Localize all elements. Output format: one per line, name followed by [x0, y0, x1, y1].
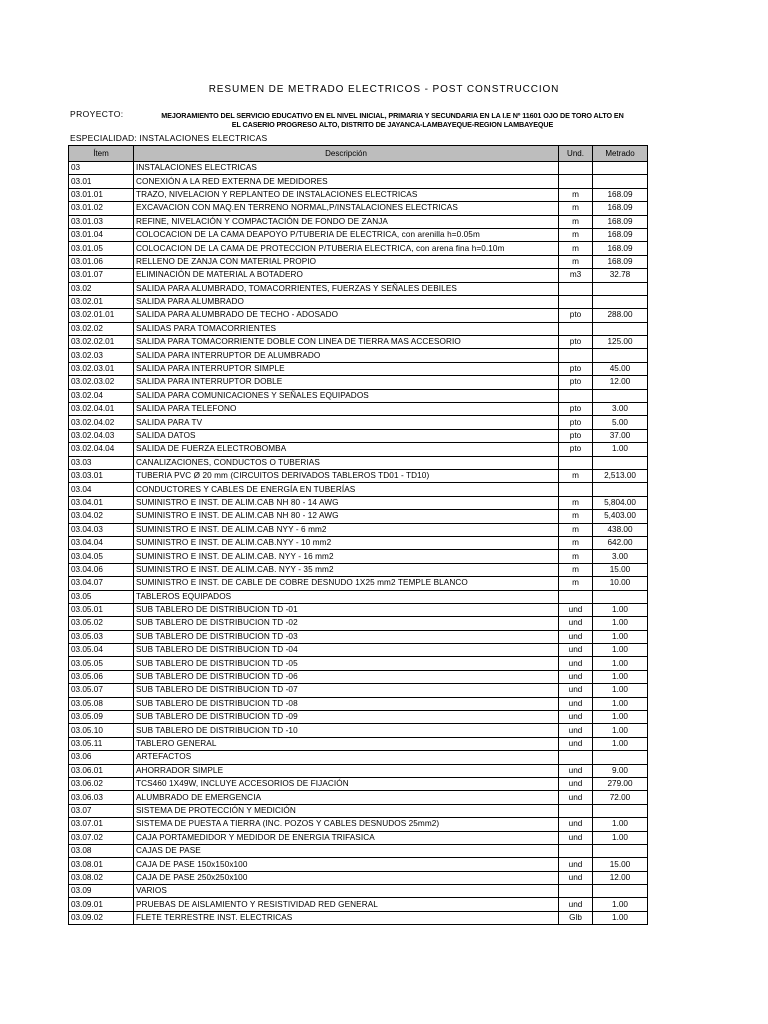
metrado-cell	[593, 456, 648, 469]
project-line-1: MEJORAMIENTO DEL SERVICIO EDUCATIVO EN EL NIVEL INICIAL, PRIMARIA Y SECUNDARIA EN LA I.E Nº 11601 OJO DE TORO ALTO EN	[161, 111, 624, 120]
unit-cell	[559, 456, 593, 469]
table-row	[69, 175, 648, 188]
unit-cell: und	[559, 630, 593, 643]
page-title: RESUMEN DE METRADO ELECTRICOS - POST CONSTRUCCION	[208, 84, 560, 95]
metrado-cell: 15.00	[593, 858, 648, 871]
unit-cell: pto	[559, 429, 593, 442]
description-cell: TABLERO GENERAL	[134, 737, 559, 750]
unit-cell	[559, 804, 593, 817]
project-label: PROYECTO:	[70, 109, 124, 119]
metrado-cell	[593, 804, 648, 817]
table-row	[69, 322, 648, 335]
unit-cell: pto	[559, 443, 593, 456]
unit-cell	[559, 389, 593, 402]
description-cell: SALIDA PARA COMUNICACIONES Y SEÑALES EQUIPADOS	[134, 389, 559, 402]
metrado-cell	[593, 162, 648, 175]
unit-cell: m	[559, 469, 593, 482]
table-row	[69, 242, 648, 255]
table-row	[69, 536, 648, 549]
description-cell: RELLENO DE ZANJA CON MATERIAL PROPIO	[134, 255, 559, 268]
table-row	[69, 697, 648, 710]
item-cell: 03.05.04	[69, 644, 134, 657]
metrado-cell: 1.00	[593, 831, 648, 844]
item-cell: 03.07.02	[69, 831, 134, 844]
header-unit: Und.	[559, 146, 593, 162]
unit-cell: und	[559, 644, 593, 657]
metrado-cell: 1.00	[593, 603, 648, 616]
metrado-cell	[593, 282, 648, 295]
unit-cell: m	[559, 215, 593, 228]
unit-cell	[559, 295, 593, 308]
metrado-cell: 168.09	[593, 228, 648, 241]
description-cell: CANALIZACIONES, CONDUCTOS O TUBERIAS	[134, 456, 559, 469]
description-cell: SUMINISTRO E INST. DE ALIM.CAB. NYY - 16 mm2	[134, 550, 559, 563]
item-cell: 03.04.03	[69, 523, 134, 536]
metrado-cell: 642.00	[593, 536, 648, 549]
unit-cell: m3	[559, 269, 593, 282]
table-row	[69, 403, 648, 416]
unit-cell	[559, 162, 593, 175]
item-cell: 03.05.02	[69, 617, 134, 630]
item-cell: 03.05.05	[69, 657, 134, 670]
metrado-cell: 45.00	[593, 362, 648, 375]
unit-cell: pto	[559, 376, 593, 389]
table-row	[69, 496, 648, 509]
metrado-cell: 1.00	[593, 737, 648, 750]
metrado-cell: 5,403.00	[593, 510, 648, 523]
unit-cell: und	[559, 657, 593, 670]
item-cell: 03.01.06	[69, 255, 134, 268]
table-row	[69, 162, 648, 175]
description-cell: SUB TABLERO DE DISTRIBUCION TD -10	[134, 724, 559, 737]
item-cell: 03.02.04.01	[69, 403, 134, 416]
description-cell: SALIDA DE FUERZA ELECTROBOMBA	[134, 443, 559, 456]
table-body	[69, 162, 648, 925]
metrado-cell: 3.00	[593, 403, 648, 416]
unit-cell	[559, 590, 593, 603]
unit-cell: und	[559, 818, 593, 831]
table-row	[69, 269, 648, 282]
table-row	[69, 309, 648, 322]
item-cell: 03.04.07	[69, 577, 134, 590]
header-metrado: Metrado	[593, 146, 648, 162]
metrado-cell	[593, 322, 648, 335]
item-cell: 03.04.05	[69, 550, 134, 563]
description-cell: SALIDA PARA INTERRUPTOR SIMPLE	[134, 362, 559, 375]
table-row	[69, 871, 648, 884]
unit-cell: und	[559, 603, 593, 616]
item-cell: 03.05.11	[69, 737, 134, 750]
metrado-cell: 1.00	[593, 898, 648, 911]
metrado-cell: 125.00	[593, 336, 648, 349]
item-cell: 03.07.01	[69, 818, 134, 831]
metrado-cell	[593, 349, 648, 362]
description-cell: SUB TABLERO DE DISTRIBUCION TD -03	[134, 630, 559, 643]
unit-cell: m	[559, 255, 593, 268]
table-row	[69, 885, 648, 898]
table-row	[69, 389, 648, 402]
unit-cell: m	[559, 563, 593, 576]
description-cell: SUB TABLERO DE DISTRIBUCION TD -04	[134, 644, 559, 657]
description-cell: CONDUCTORES Y CABLES DE ENERGÍA EN TUBERÍAS	[134, 483, 559, 496]
table-row	[69, 724, 648, 737]
unit-cell: pto	[559, 416, 593, 429]
item-cell: 03.01.07	[69, 269, 134, 282]
metrado-cell: 12.00	[593, 376, 648, 389]
item-cell: 03.01.04	[69, 228, 134, 241]
item-cell: 03.06.03	[69, 791, 134, 804]
description-cell: SUB TABLERO DE DISTRIBUCION TD -09	[134, 711, 559, 724]
description-cell: SISTEMA DE PUESTA A TIERRA (INC. POZOS Y CABLES DESNUDOS 25mm2)	[134, 818, 559, 831]
item-cell: 03.02.04.03	[69, 429, 134, 442]
item-cell: 03.05.09	[69, 711, 134, 724]
unit-cell: m	[559, 188, 593, 201]
unit-cell	[559, 282, 593, 295]
item-cell: 03.02.03.02	[69, 376, 134, 389]
item-cell: 03.06	[69, 751, 134, 764]
description-cell: SALIDA PARA TOMACORRIENTE DOBLE CON LINEA DE TIERRA MAS ACCESORIO	[134, 336, 559, 349]
item-cell: 03.02.02.01	[69, 336, 134, 349]
table-row	[69, 858, 648, 871]
table-row	[69, 684, 648, 697]
item-cell: 03.05.03	[69, 630, 134, 643]
metrado-cell: 1.00	[593, 630, 648, 643]
metrado-cell	[593, 844, 648, 857]
unit-cell: und	[559, 724, 593, 737]
metrado-cell: 15.00	[593, 563, 648, 576]
description-cell: ELIMINACIÓN DE MATERIAL A BOTADERO	[134, 269, 559, 282]
item-cell: 03.02.04.04	[69, 443, 134, 456]
item-cell: 03	[69, 162, 134, 175]
metrado-cell	[593, 389, 648, 402]
metrado-cell: 168.09	[593, 215, 648, 228]
item-cell: 03.06.01	[69, 764, 134, 777]
unit-cell: m	[559, 536, 593, 549]
table-row	[69, 630, 648, 643]
description-cell: EXCAVACION CON MAQ.EN TERRENO NORMAL,P/INSTALACIONES ELECTRICAS	[134, 202, 559, 215]
unit-cell: und	[559, 617, 593, 630]
item-cell: 03.01.05	[69, 242, 134, 255]
item-cell: 03.02.01	[69, 295, 134, 308]
unit-cell	[559, 322, 593, 335]
metrado-cell	[593, 590, 648, 603]
table-row	[69, 255, 648, 268]
metrado-cell: 1.00	[593, 617, 648, 630]
table-row	[69, 349, 648, 362]
description-cell: SUMINISTRO E INST. DE ALIM.CAB NH 80 - 12 AWG	[134, 510, 559, 523]
table-row	[69, 510, 648, 523]
table-row	[69, 670, 648, 683]
item-cell: 03.09.02	[69, 911, 134, 924]
description-cell: CAJA PORTAMEDIDOR Y MEDIDOR DE ENERGIA TRIFASICA	[134, 831, 559, 844]
description-cell: SALIDA PARA ALUMBRADO DE TECHO - ADOSADO	[134, 309, 559, 322]
description-cell: SUMINISTRO E INST. DE CABLE DE COBRE DESNUDO 1X25 mm2 TEMPLE BLANCO	[134, 577, 559, 590]
description-cell: CAJA DE PASE 250x250x100	[134, 871, 559, 884]
table-row	[69, 844, 648, 857]
table-row	[69, 804, 648, 817]
item-cell: 03.02.03.01	[69, 362, 134, 375]
description-cell: TRAZO, NIVELACION Y REPLANTEO DE INSTALACIONES ELECTRICAS	[134, 188, 559, 201]
unit-cell: pto	[559, 309, 593, 322]
unit-cell	[559, 483, 593, 496]
description-cell: SALIDA DATOS	[134, 429, 559, 442]
table-row	[69, 188, 648, 201]
metrado-cell: 168.09	[593, 242, 648, 255]
table-row	[69, 603, 648, 616]
metrado-cell: 168.09	[593, 255, 648, 268]
item-cell: 03.09	[69, 885, 134, 898]
description-cell: SALIDA PARA INTERRUPTOR DE ALUMBRADO	[134, 349, 559, 362]
unit-cell: m	[559, 496, 593, 509]
description-cell: SISTEMA DE PROTECCIÓN Y MEDICIÓN	[134, 804, 559, 817]
unit-cell: und	[559, 670, 593, 683]
unit-cell: pto	[559, 336, 593, 349]
table-row	[69, 644, 648, 657]
item-cell: 03.08	[69, 844, 134, 857]
metrado-table	[68, 145, 648, 925]
description-cell: COLOCACION DE LA CAMA DE PROTECCION P/TUBERIA ELECTRICA, con arena fina h=0.10m	[134, 242, 559, 255]
metrado-cell	[593, 885, 648, 898]
metrado-cell	[593, 295, 648, 308]
table-row	[69, 295, 648, 308]
table-row	[69, 336, 648, 349]
metrado-cell: 1.00	[593, 724, 648, 737]
item-cell: 03.01.02	[69, 202, 134, 215]
description-cell: SUB TABLERO DE DISTRIBUCION TD -05	[134, 657, 559, 670]
metrado-cell: 3.00	[593, 550, 648, 563]
description-cell: CAJA DE PASE 150x150x100	[134, 858, 559, 871]
metrado-cell: 288.00	[593, 309, 648, 322]
metrado-cell: 1.00	[593, 711, 648, 724]
item-cell: 03.07	[69, 804, 134, 817]
item-cell: 03.05.08	[69, 697, 134, 710]
unit-cell: und	[559, 871, 593, 884]
table-row	[69, 456, 648, 469]
item-cell: 03.04.06	[69, 563, 134, 576]
item-cell: 03.02	[69, 282, 134, 295]
unit-cell: m	[559, 202, 593, 215]
unit-cell: Glb	[559, 911, 593, 924]
item-cell: 03.04.04	[69, 536, 134, 549]
table-row	[69, 617, 648, 630]
description-cell: INSTALACIONES ELECTRICAS	[134, 162, 559, 175]
table-row	[69, 282, 648, 295]
metrado-cell	[593, 751, 648, 764]
description-cell: SALIDA PARA TELEFONO	[134, 403, 559, 416]
description-cell: CONEXIÓN A LA RED EXTERNA DE MEDIDORES	[134, 175, 559, 188]
description-cell: SALIDA PARA ALUMBRADO, TOMACORRIENTES, FUERZAS Y SEÑALES DEBILES	[134, 282, 559, 295]
table-row	[69, 577, 648, 590]
description-cell: TUBERIA PVC Ø 20 mm (CIRCUITOS DERIVADOS TABLEROS TD01 - TD10)	[134, 469, 559, 482]
metrado-cell	[593, 175, 648, 188]
item-cell: 03.05.07	[69, 684, 134, 697]
table-row	[69, 657, 648, 670]
item-cell: 03.09.01	[69, 898, 134, 911]
unit-cell	[559, 885, 593, 898]
metrado-cell: 72.00	[593, 791, 648, 804]
item-cell: 03.04.02	[69, 510, 134, 523]
table-row	[69, 911, 648, 924]
description-cell: COLOCACION DE LA CAMA DEAPOYO P/TUBERIA DE ELECTRICA, con arenilla h=0.05m	[134, 228, 559, 241]
unit-cell: m	[559, 577, 593, 590]
table-row	[69, 791, 648, 804]
unit-cell: m	[559, 523, 593, 536]
unit-cell	[559, 175, 593, 188]
unit-cell: m	[559, 228, 593, 241]
unit-cell: und	[559, 777, 593, 790]
project-line-2: EL CASERIO PROGRESO ALTO, DISTRITO DE JAYANCA-LAMBAYEQUE-REGION LAMBAYEQUE	[231, 120, 554, 129]
table-row	[69, 202, 648, 215]
description-cell: SUMINISTRO E INST. DE ALIM.CAB NYY - 6 mm2	[134, 523, 559, 536]
unit-cell: m	[559, 510, 593, 523]
metrado-cell: 10.00	[593, 577, 648, 590]
item-cell: 03.03.01	[69, 469, 134, 482]
table-row	[69, 443, 648, 456]
description-cell: SUMINISTRO E INST. DE ALIM.CAB NH 80 - 14 AWG	[134, 496, 559, 509]
metrado-cell: 1.00	[593, 644, 648, 657]
item-cell: 03.01.03	[69, 215, 134, 228]
unit-cell: m	[559, 550, 593, 563]
metrado-cell: 12.00	[593, 871, 648, 884]
table-row	[69, 362, 648, 375]
metrado-cell: 5.00	[593, 416, 648, 429]
unit-cell	[559, 844, 593, 857]
description-cell: SALIDA PARA INTERRUPTOR DOBLE	[134, 376, 559, 389]
item-cell: 03.03	[69, 456, 134, 469]
metrado-cell: 438.00	[593, 523, 648, 536]
metrado-cell: 168.09	[593, 188, 648, 201]
item-cell: 03.05.06	[69, 670, 134, 683]
header-item: Ítem	[69, 146, 134, 162]
description-cell: SUB TABLERO DE DISTRIBUCION TD -02	[134, 617, 559, 630]
item-cell: 03.05.10	[69, 724, 134, 737]
description-cell: SUMINISTRO E INST. DE ALIM.CAB.NYY - 10 mm2	[134, 536, 559, 549]
table-row	[69, 416, 648, 429]
description-cell: FLETE TERRESTRE INST. ELECTRICAS	[134, 911, 559, 924]
unit-cell: pto	[559, 362, 593, 375]
table-row	[69, 818, 648, 831]
table-row	[69, 523, 648, 536]
item-cell: 03.02.03	[69, 349, 134, 362]
unit-cell: und	[559, 684, 593, 697]
header-description: Descripción	[134, 146, 559, 162]
metrado-cell: 1.00	[593, 684, 648, 697]
item-cell: 03.04	[69, 483, 134, 496]
description-cell: SALIDA PARA ALUMBRADO	[134, 295, 559, 308]
unit-cell: und	[559, 898, 593, 911]
description-cell: TABLEROS EQUIPADOS	[134, 590, 559, 603]
metrado-cell: 5,804.00	[593, 496, 648, 509]
table-row	[69, 376, 648, 389]
item-cell: 03.01	[69, 175, 134, 188]
unit-cell: und	[559, 831, 593, 844]
item-cell: 03.02.04	[69, 389, 134, 402]
unit-cell: m	[559, 242, 593, 255]
table-row	[69, 429, 648, 442]
unit-cell: und	[559, 764, 593, 777]
unit-cell: und	[559, 791, 593, 804]
metrado-cell: 9.00	[593, 764, 648, 777]
item-cell: 03.08.01	[69, 858, 134, 871]
metrado-cell: 1.00	[593, 657, 648, 670]
description-cell: VARIOS	[134, 885, 559, 898]
metrado-cell: 168.09	[593, 202, 648, 215]
table-row	[69, 831, 648, 844]
unit-cell: und	[559, 711, 593, 724]
table-row	[69, 751, 648, 764]
table-row	[69, 711, 648, 724]
metrado-cell: 279.00	[593, 777, 648, 790]
table-header-row	[69, 146, 648, 162]
item-cell: 03.06.02	[69, 777, 134, 790]
table-row	[69, 590, 648, 603]
table-row	[69, 764, 648, 777]
item-cell: 03.05.01	[69, 603, 134, 616]
metrado-cell: 1.00	[593, 818, 648, 831]
table-row	[69, 777, 648, 790]
metrado-cell: 1.00	[593, 670, 648, 683]
table-row	[69, 228, 648, 241]
description-cell: AHORRADOR SIMPLE	[134, 764, 559, 777]
unit-cell	[559, 751, 593, 764]
description-cell: SUB TABLERO DE DISTRIBUCION TD -06	[134, 670, 559, 683]
table-row	[69, 737, 648, 750]
metrado-cell: 1.00	[593, 443, 648, 456]
description-cell: SUB TABLERO DE DISTRIBUCION TD -01	[134, 603, 559, 616]
item-cell: 03.04.01	[69, 496, 134, 509]
metrado-cell: 1.00	[593, 697, 648, 710]
item-cell: 03.05	[69, 590, 134, 603]
description-cell: REFINE, NIVELACIÓN Y COMPACTACIÓN DE FONDO DE ZANJA	[134, 215, 559, 228]
description-cell: SALIDA PARA TV	[134, 416, 559, 429]
description-cell: ALUMBRADO DE EMERGENCIA	[134, 791, 559, 804]
description-cell: SUB TABLERO DE DISTRIBUCION TD -08	[134, 697, 559, 710]
table-row	[69, 215, 648, 228]
table-row	[69, 483, 648, 496]
metrado-cell: 2,513.00	[593, 469, 648, 482]
specialty-label: ESPECIALIDAD: INSTALACIONES ELECTRICAS	[70, 133, 268, 143]
unit-cell: und	[559, 737, 593, 750]
description-cell: SALIDAS PARA TOMACORRIENTES	[134, 322, 559, 335]
unit-cell	[559, 349, 593, 362]
item-cell: 03.08.02	[69, 871, 134, 884]
metrado-cell: 37.00	[593, 429, 648, 442]
item-cell: 03.02.04.02	[69, 416, 134, 429]
unit-cell: und	[559, 697, 593, 710]
metrado-cell: 32.78	[593, 269, 648, 282]
table-row	[69, 469, 648, 482]
description-cell: PRUEBAS DE AISLAMIENTO Y RESISTIVIDAD RED GENERAL	[134, 898, 559, 911]
metrado-cell: 1.00	[593, 911, 648, 924]
table-row	[69, 563, 648, 576]
table-row	[69, 898, 648, 911]
unit-cell: pto	[559, 403, 593, 416]
metrado-cell	[593, 483, 648, 496]
description-cell: TCS460 1X49W, INCLUYE ACCESORIOS DE FIJACIÓN	[134, 777, 559, 790]
item-cell: 03.02.02	[69, 322, 134, 335]
description-cell: CAJAS DE PASE	[134, 844, 559, 857]
table-row	[69, 550, 648, 563]
description-cell: SUB TABLERO DE DISTRIBUCION TD -07	[134, 684, 559, 697]
unit-cell: und	[559, 858, 593, 871]
description-cell: SUMINISTRO E INST. DE ALIM.CAB. NYY - 35 mm2	[134, 563, 559, 576]
item-cell: 03.01.01	[69, 188, 134, 201]
description-cell: ARTEFACTOS	[134, 751, 559, 764]
project-description	[140, 111, 645, 129]
item-cell: 03.02.01.01	[69, 309, 134, 322]
